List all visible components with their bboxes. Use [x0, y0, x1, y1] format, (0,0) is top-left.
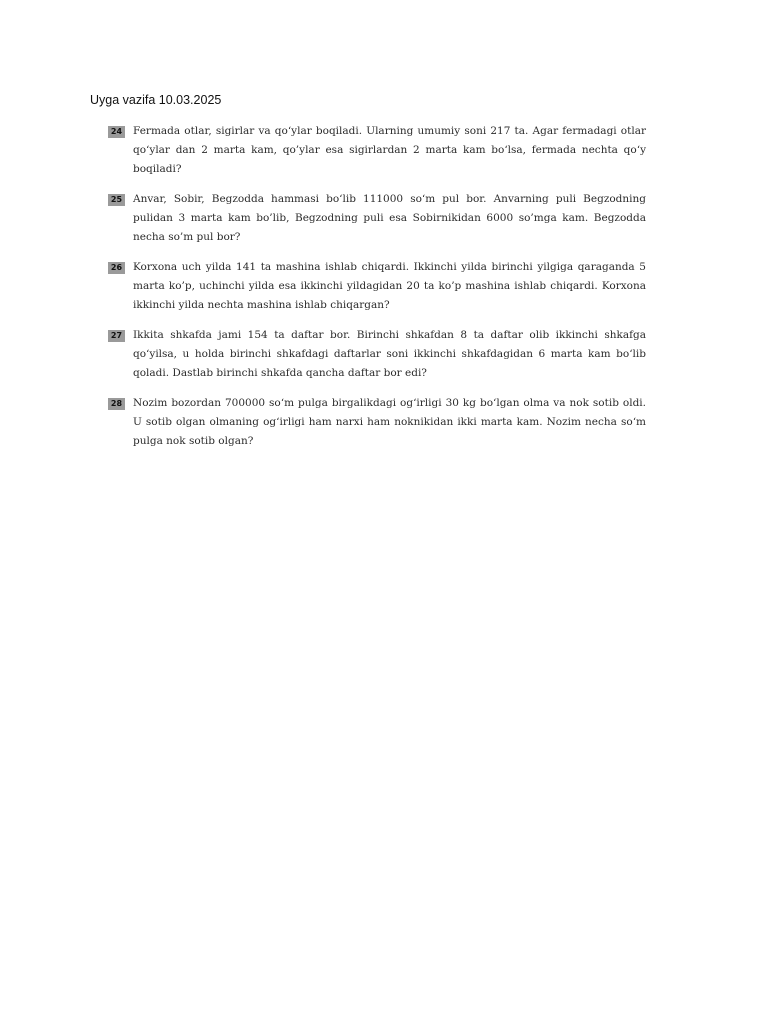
- problem-item: [108, 190, 646, 247]
- problem-number-badge: 25: [108, 194, 125, 206]
- problem-text: Anvar, Sobir, Begzodda hammasi bo‘lib 111000 so‘m pul bor. Anvarning puli Begzodning pulidan 3 marta kam bo’lib, Begzodning puli esa Sobirnikidan 6000 so’mga kam. Begzodda necha so’m pul bor?: [133, 193, 646, 243]
- problem-number-badge: 28: [108, 398, 125, 410]
- problem-text: Ikkita shkafda jami 154 ta daftar bor. Birinchi shkafdan 8 ta daftar olib ikkinchi shkafga qo‘yilsa, u holda birinchi shkafdagi daftarlar soni ikkinchi shkafdagidan 6 marta kam bo‘lib qoladi. Dastlab birinchi shkafda qancha daftar bor edi?: [133, 329, 646, 379]
- problem-text: Fermada otlar, sigirlar va qo‘ylar boqiladi. Ularning umumiy soni 217 ta. Agar fermadagi otlar qo‘ylar dan 2 marta kam, qo’ylar esa sigirlardan 2 marta kam bo‘lsa, fermada nechta qo‘y boqiladi?: [133, 125, 646, 175]
- problem-item: [108, 326, 646, 383]
- problem-number-badge: 26: [108, 262, 125, 274]
- problem-text: Korxona uch yilda 141 ta mashina ishlab chiqardi. Ikkinchi yilda birinchi yilgiga qaraganda 5 marta ko’p, uchinchi yilda esa ikkinchi yildagidan 20 ta ko’p mashina ishlab chiqardi. Korxona ikkinchi yilda nechta mashina ishlab chiqargan?: [133, 261, 646, 311]
- page-title: Uyga vazifa 10.03.2025: [90, 93, 222, 107]
- problem-number-badge: 24: [108, 126, 125, 138]
- problem-item: [108, 394, 646, 451]
- problem-item: [108, 122, 646, 179]
- problem-list: [108, 122, 646, 462]
- problem-text: Nozim bozordan 700000 so‘m pulga birgalikdagi og‘irligi 30 kg bo‘lgan olma va nok sotib oldi. U sotib olgan olmaning og‘irligi ham narxi ham noknikidan ikki marta kam. Nozim necha so‘m pulga nok sotib olgan?: [133, 397, 646, 447]
- problem-number-badge: 27: [108, 330, 125, 342]
- problem-item: [108, 258, 646, 315]
